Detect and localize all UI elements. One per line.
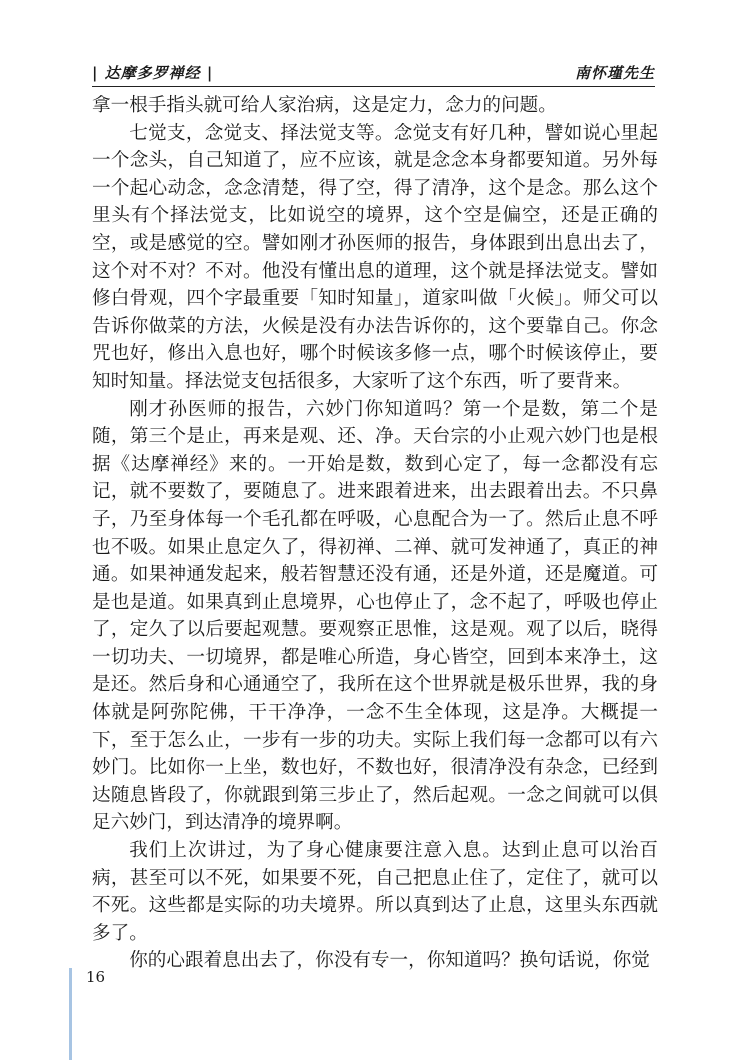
paragraph-2: 七觉支，念觉支、择法觉支等。念觉支有好几种，譬如说心里起一个念头，自己知道了，应不应该，就是念念本身都要知道。另外每一个起心动念，念念清楚，得了空，得了清净，这个是念。那么这个里头有个择法觉支，比如说空的境界，这个空是偏空，还是正确的空，或是感觉的空。譬如刚才孙医师的报告，身体跟到出息出去了，这个对不对？不对。他没有懂出息的道理，这个就是择法觉支。譬如修白骨观，四个字最重要「知时知量」，道家叫做「火候」。师父可以告诉你做菜的方法，火候是没有办法告诉你的，这个要靠自己。你念咒也好，修出入息也好，哪个时候该多修一点，哪个时候该停止，要知时知量。择法觉支包括很多，大家听了这个东西，听了要背来。 — [92, 122, 658, 392]
paragraph-1: 拿一根手指头就可给人家治病，这是定力，念力的问题。 — [92, 95, 557, 116]
margin-accent-bar — [69, 968, 72, 1060]
running-header — [92, 62, 655, 87]
paragraph-3: 刚才孙医师的报告，六妙门你知道吗？第一个是数，第二个是随，第三个是止，再来是观、还、净。天台宗的小止观六妙门也是根据《达摩禅经》来的。一开始是数，数到心定了，每一念都没有忘记，就不要数了，要随息了。进来跟着进来，出去跟着出去。不只鼻子，乃至身体每一个毛孔都在呼吸，心息配合为一了。然后止息不呼也不吸。如果止息定久了，得初禅、二禅、就可发神通了，真正的神通。如果神通发起来，般若智慧还没有通，还是外道，还是魔道。可是也是道。如果真到止息境界，心也停止了，念不起了，呼吸也停止了，定久了以后要起观慧。要观察正思惟，这是观。观了以后，晓得一切功夫、一切境界，都是唯心所造，身心皆空，回到本来净土，这是还。然后身和心通通空了，我所在这个世界就是极乐世界，我的身体就是阿弥陀佛，干干净净，一念不生全体现，这是净。大概提一下，至于怎么止，一步有一步的功夫。实际上我们每一念都可以有六妙门。比如你一上坐，数也好，不数也好，很清净没有杂念，已经到达随息皆段了，你就跟到第三步止了，然后起观。一念之间就可以俱足六妙门，到达清净的境界啊。 — [92, 398, 658, 834]
paragraph-5: 你的心跟着息出去了，你没有专一，你知道吗？换句话说，你觉 — [129, 950, 650, 972]
book-title: | 达摩多罗禅经 | — [92, 64, 214, 82]
body-text — [92, 92, 658, 975]
author-name: 南怀瑾先生 — [574, 64, 655, 82]
paragraph-4: 我们上次讲过，为了身心健康要注意入息。达到止息可以治百病，甚至可以不死，如果要不死，自己把息止住了，定住了，就可以不死。这些都是实际的功夫境界。所以真到达了止息，这里头东西就多了。 — [92, 840, 658, 944]
page-number: 16 — [86, 968, 106, 986]
